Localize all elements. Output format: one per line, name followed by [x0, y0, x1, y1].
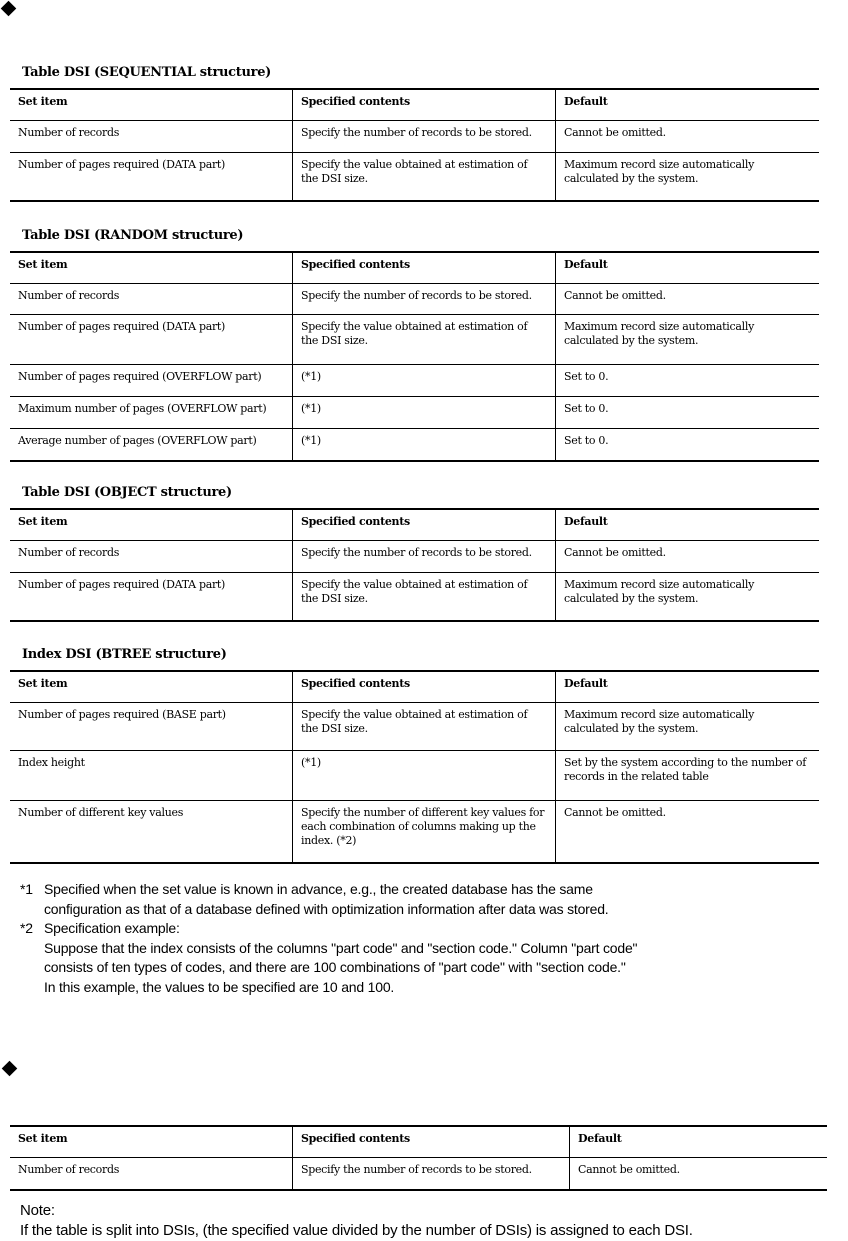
header-set-item: Set item	[10, 1126, 293, 1158]
cell-specified-contents: Specify the number of records to be stored.	[293, 284, 556, 315]
footnote-mark: *1	[20, 881, 33, 897]
cell-default: Maximum record size automatically calculated by the system.	[556, 153, 820, 201]
section-second	[10, 1125, 819, 1191]
section-title: Index DSI (BTREE structure)	[22, 647, 227, 662]
note-label: Note:	[20, 1202, 55, 1219]
header-specified-contents: Specified contents	[293, 509, 556, 541]
footnote-text: Suppose that the index consists of the columns "part code" and "section code." Column "part code"	[44, 939, 638, 956]
cell-set-item: Number of records	[10, 1158, 293, 1190]
cell-specified-contents: Specify the number of different key values for each combination of columns making up the index. (*2)	[293, 801, 556, 863]
section-title: Table DSI (OBJECT structure)	[22, 485, 232, 500]
header-specified-contents: Specified contents	[293, 89, 556, 121]
diamond-bullet-icon	[1, 1, 17, 17]
table-row	[10, 315, 819, 365]
table-row	[10, 121, 819, 153]
cell-default: Cannot be omitted.	[570, 1158, 828, 1190]
table-row	[10, 541, 819, 573]
section-title: Table DSI (RANDOM structure)	[22, 228, 244, 243]
cell-specified-contents: Specify the number of records to be stored.	[293, 1158, 570, 1190]
cell-set-item: Number of records	[10, 541, 293, 573]
cell-set-item: Number of records	[10, 121, 293, 153]
footnote-text: configuration as that of a database defined with optimization information after data was stored.	[44, 900, 609, 917]
footnote-text: In this example, the values to be specified are 10 and 100.	[44, 978, 395, 995]
cell-default: Set by the system according to the number of records in the related table	[556, 751, 820, 801]
table-row	[10, 573, 819, 621]
cell-set-item: Average number of pages (OVERFLOW part)	[10, 429, 293, 461]
table-header-row	[10, 509, 819, 541]
cell-specified-contents: Specify the value obtained at estimation of the DSI size.	[293, 153, 556, 201]
footnote-text: Specification example:	[44, 920, 180, 936]
cell-specified-contents: (*1)	[293, 429, 556, 461]
cell-specified-contents: (*1)	[293, 751, 556, 801]
table-row	[10, 801, 819, 863]
header-set-item: Set item	[10, 671, 293, 703]
dsi-table	[10, 508, 819, 622]
dsi-table	[10, 1125, 827, 1191]
cell-set-item: Number of pages required (DATA part)	[10, 315, 293, 365]
footnote-mark: *2	[20, 920, 33, 936]
header-set-item: Set item	[10, 89, 293, 121]
section-random	[10, 227, 819, 462]
table-row	[10, 284, 819, 315]
cell-default: Set to 0.	[556, 429, 820, 461]
cell-set-item: Number of pages required (DATA part)	[10, 153, 293, 201]
cell-default: Cannot be omitted.	[556, 801, 820, 863]
cell-set-item: Number of pages required (DATA part)	[10, 573, 293, 621]
cell-specified-contents: Specify the value obtained at estimation of the DSI size.	[293, 703, 556, 751]
footnote-2	[20, 919, 820, 939]
note-block	[20, 1201, 830, 1241]
footnotes	[20, 880, 820, 997]
table-row	[10, 153, 819, 201]
section-title: Table DSI (SEQUENTIAL structure)	[22, 65, 272, 80]
header-specified-contents: Specified contents	[293, 671, 556, 703]
cell-set-item: Index height	[10, 751, 293, 801]
table-row	[10, 365, 819, 397]
header-default: Default	[556, 89, 820, 121]
footnote-1	[20, 880, 820, 900]
cell-set-item: Maximum number of pages (OVERFLOW part)	[10, 397, 293, 429]
section-object	[10, 484, 819, 622]
table-header-row	[10, 1126, 827, 1158]
cell-set-item: Number of pages required (OVERFLOW part)	[10, 365, 293, 397]
cell-default: Cannot be omitted.	[556, 541, 820, 573]
footnote-text: consists of ten types of codes, and there are 100 combinations of "part code" with "section code."	[44, 959, 626, 975]
note-text: If the table is split into DSIs, (the specified value divided by the number of DSIs) is assigned to each DSI.	[20, 1222, 693, 1239]
cell-default: Maximum record size automatically calculated by the system.	[556, 315, 820, 365]
table-header-row	[10, 252, 819, 284]
cell-specified-contents: Specify the number of records to be stored.	[293, 541, 556, 573]
table-row	[10, 751, 819, 801]
header-default: Default	[556, 671, 820, 703]
cell-default: Maximum record size automatically calculated by the system.	[556, 573, 820, 621]
footnote-text: Specified when the set value is known in advance, e.g., the created database has the same	[44, 881, 593, 897]
table-row	[10, 429, 819, 461]
cell-default: Set to 0.	[556, 397, 820, 429]
cell-default: Set to 0.	[556, 365, 820, 397]
section-sequential	[10, 64, 819, 202]
cell-specified-contents: Specify the value obtained at estimation of the DSI size.	[293, 315, 556, 365]
cell-set-item: Number of records	[10, 284, 293, 315]
header-set-item: Set item	[10, 509, 293, 541]
cell-specified-contents: (*1)	[293, 397, 556, 429]
dsi-table	[10, 251, 819, 462]
cell-specified-contents: (*1)	[293, 365, 556, 397]
header-default: Default	[556, 509, 820, 541]
header-default: Default	[556, 252, 820, 284]
header-specified-contents: Specified contents	[293, 1126, 570, 1158]
table-row	[10, 703, 819, 751]
table-header-row	[10, 89, 819, 121]
cell-set-item: Number of different key values	[10, 801, 293, 863]
diamond-bullet-icon	[2, 1061, 18, 1077]
cell-set-item: Number of pages required (BASE part)	[10, 703, 293, 751]
cell-specified-contents: Specify the value obtained at estimation of the DSI size.	[293, 573, 556, 621]
header-specified-contents: Specified contents	[293, 252, 556, 284]
cell-specified-contents: Specify the number of records to be stored.	[293, 121, 556, 153]
cell-default: Maximum record size automatically calculated by the system.	[556, 703, 820, 751]
header-default: Default	[570, 1126, 828, 1158]
table-row	[10, 397, 819, 429]
header-set-item: Set item	[10, 252, 293, 284]
cell-default: Cannot be omitted.	[556, 284, 820, 315]
table-row	[10, 1158, 827, 1190]
table-header-row	[10, 671, 819, 703]
cell-default: Cannot be omitted.	[556, 121, 820, 153]
dsi-table	[10, 670, 819, 864]
section-btree	[10, 646, 819, 864]
dsi-table	[10, 88, 819, 202]
